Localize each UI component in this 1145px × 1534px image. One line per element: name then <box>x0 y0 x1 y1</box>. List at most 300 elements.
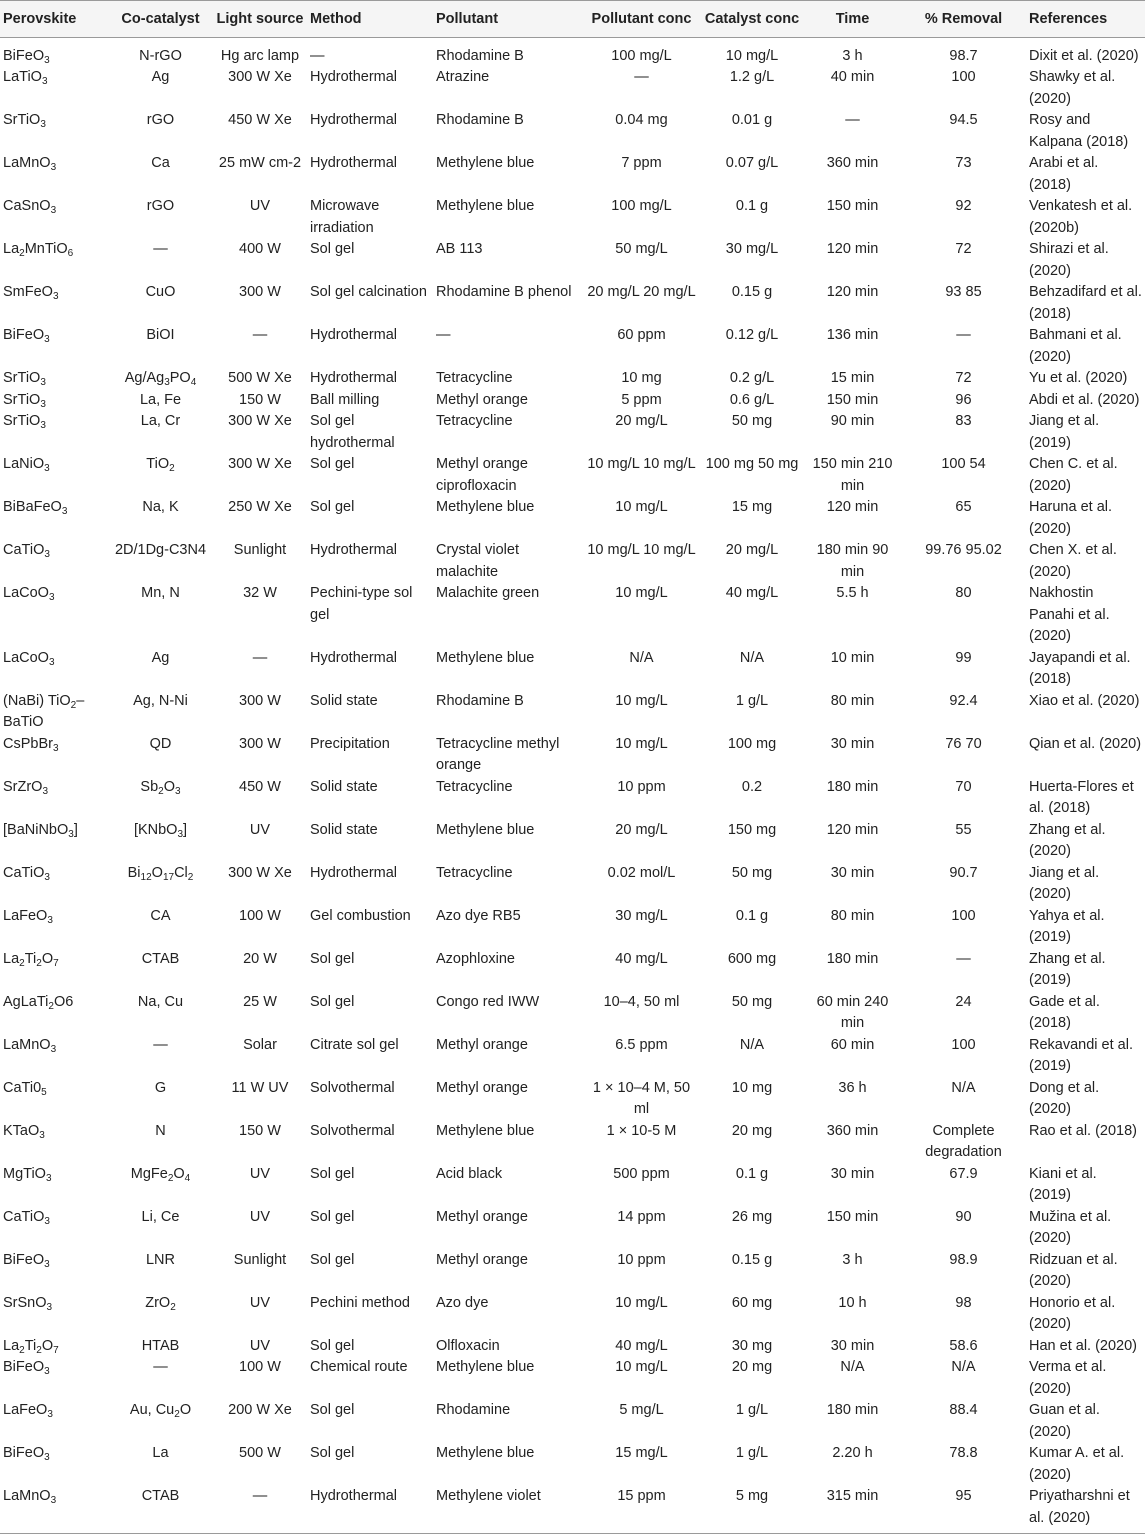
cell-co-catalyst: Ca <box>151 155 170 171</box>
cell-light-source: 450 W Xe <box>228 112 292 128</box>
cell-catalyst-conc: 1 g/L <box>735 1445 769 1461</box>
cell-catalyst-conc: 600 mg <box>727 950 777 967</box>
cell-pollutant: Rhodamine <box>436 1402 511 1418</box>
cell-pollutant-conc: 10 mg/L <box>615 499 668 515</box>
cell-pollutant: Tetracycline <box>436 370 513 386</box>
cell-time: 15 min <box>830 370 875 386</box>
cell-perovskite: $La_2Ti_2O_7$ <box>3 950 59 969</box>
cell-time: 120 min <box>826 821 879 838</box>
cell-light-source: — <box>252 649 268 666</box>
cell-percent-removal: 72 <box>955 241 972 257</box>
cell-light-source: 150 W <box>239 1122 281 1139</box>
cell-pollutant-conc: 30 mg/L <box>615 907 668 924</box>
cell-light-source: 11 W UV <box>231 1079 289 1096</box>
cell-pollutant: Methylene blue <box>436 1122 535 1139</box>
cell-pollutant-conc: 50 mg/L <box>615 241 668 257</box>
cell-pollutant: Azo dye RB5 <box>436 907 521 924</box>
cell-time: 120 min <box>826 499 879 515</box>
cell-pollutant-conc: 40 mg/L <box>615 1337 668 1354</box>
cell-pollutant-conc: 10 mg/L <box>615 585 668 601</box>
cell-perovskite: MgTiO$_3$ <box>3 1165 52 1184</box>
cell-pollutant-conc: 10 mg/L <box>615 692 668 709</box>
table-row <box>0 454 1145 497</box>
cell-time: 136 min <box>826 327 879 343</box>
cell-light-source: UV <box>249 198 271 214</box>
cell-co-catalyst: $MgFe_2O_4$ <box>130 1165 191 1184</box>
header-perovskite: Perovskite <box>0 1 108 38</box>
cell-pollutant-conc: 10–4, 50 ml <box>603 993 680 1010</box>
header-percent-removal: % Removal <box>901 1 1026 38</box>
cell-method: Sol gel <box>310 993 355 1010</box>
cell-pollutant-conc: 10 mg <box>621 370 662 386</box>
header-pollutant: Pollutant <box>433 1 583 38</box>
cell-catalyst-conc: 30 mg/L <box>725 241 779 257</box>
cell-co-catalyst: 2D/1Dg-C3N4 <box>114 542 207 558</box>
cell-co-catalyst: LNR <box>145 1251 175 1268</box>
cell-time: 120 min <box>826 241 879 257</box>
cell-light-source: 450 W <box>239 778 281 795</box>
cell-pollutant-conc: N/A <box>629 649 654 666</box>
cell-light-source: UV <box>249 1208 271 1225</box>
cell-time: 150 min <box>826 1208 879 1225</box>
cell-time: N/A <box>840 1359 865 1375</box>
cell-catalyst-conc: 15 mg <box>731 499 773 515</box>
cell-time: 30 min <box>830 1337 875 1354</box>
cell-pollutant-conc: 10 ppm <box>617 778 666 795</box>
cell-references: Honorio et al. (2020) <box>1029 1294 1116 1332</box>
cell-co-catalyst: Au, $Cu_2O$ <box>129 1402 192 1420</box>
cell-method: Sol gel calcination <box>310 284 427 300</box>
cell-time: 360 min <box>826 155 879 171</box>
cell-method: Hydrothermal <box>310 327 398 343</box>
cell-light-source: 500 W <box>239 1445 281 1461</box>
cell-perovskite: [BaNiNbO$_3$] <box>3 821 78 840</box>
table-row <box>0 368 1145 390</box>
cell-time: 30 min <box>830 735 875 752</box>
cell-time: 2.20 h <box>832 1445 873 1461</box>
cell-perovskite: BiFeO$_3$ <box>3 1359 50 1377</box>
cell-catalyst-conc: 10 mg <box>731 1079 773 1096</box>
table-header <box>0 1 1145 38</box>
cell-time: 180 min <box>826 1402 879 1418</box>
table-row <box>0 1207 1145 1250</box>
cell-references: Haruna et al. (2020) <box>1029 499 1113 537</box>
cell-pollutant: Azophloxine <box>436 950 515 967</box>
cell-light-source: — <box>252 327 268 343</box>
table-row <box>0 110 1145 153</box>
cell-method: Hydrothermal <box>310 864 398 881</box>
cell-references: Shawky et al. (2020) <box>1029 69 1116 107</box>
cell-co-catalyst: Ag <box>151 69 170 85</box>
cell-time: 120 min <box>826 284 879 300</box>
cell-pollutant-conc: 7 ppm <box>621 155 662 171</box>
cell-co-catalyst: Na, K <box>142 499 179 515</box>
cell-light-source: 300 W Xe <box>228 413 292 429</box>
cell-references: Jayapandi et al. (2018) <box>1029 649 1131 687</box>
cell-method: Solid state <box>310 778 378 795</box>
cell-time: 10 min <box>830 649 875 666</box>
cell-references: Rao et al. (2018) <box>1029 1122 1138 1139</box>
cell-method: Sol gel <box>310 1251 355 1268</box>
cell-pollutant: Atrazine <box>436 69 490 85</box>
cell-co-catalyst: — <box>153 1359 168 1375</box>
cell-light-source: UV <box>249 821 271 838</box>
cell-pollutant: Methylene blue <box>436 198 535 214</box>
cell-catalyst-conc: 0.01 g <box>731 112 773 128</box>
cell-perovskite: AgLaTi$_2$O6 <box>3 993 74 1012</box>
cell-perovskite: SrTiO$_3$ <box>3 413 46 431</box>
cell-time: 60 min 240 min <box>816 993 889 1031</box>
cell-perovskite: KTaO$_3$ <box>3 1122 45 1141</box>
cell-references: Priyatharshni et al. (2020) <box>1026 1486 1145 1534</box>
cell-time: 180 min <box>826 950 879 967</box>
table-row <box>0 497 1145 540</box>
cell-percent-removal: 99 <box>955 649 972 666</box>
cell-co-catalyst: — <box>153 1036 168 1053</box>
cell-pollutant-conc: 15 ppm <box>583 1486 700 1534</box>
cell-time: 80 min <box>830 907 875 924</box>
cell-catalyst-conc: 0.6 g/L <box>729 391 775 408</box>
table-row <box>0 777 1145 820</box>
cell-references: Abdi et al. (2020) <box>1029 391 1140 408</box>
cell-co-catalyst: rGO <box>146 198 175 214</box>
cell-perovskite: CaTiO$_3$ <box>3 542 50 560</box>
cell-references: Chen X. et al. (2020) <box>1029 542 1117 580</box>
cell-method: Sol gel <box>310 456 355 472</box>
cell-light-source: 500 W Xe <box>228 370 292 386</box>
cell-co-catalyst: La, Cr <box>140 413 181 429</box>
table-row <box>0 1293 1145 1336</box>
header-row <box>0 1 1145 38</box>
cell-light-source: 300 W Xe <box>228 69 292 85</box>
cell-light-source: — <box>213 1486 307 1534</box>
cell-light-source: 20 W <box>243 950 277 967</box>
cell-percent-removal: 98.7 <box>949 47 978 64</box>
cell-references: Nakhostin Panahi et al. (2020) <box>1029 585 1110 644</box>
cell-method: Sol gel hydrothermal <box>310 413 395 451</box>
cell-percent-removal: 58.6 <box>949 1337 978 1354</box>
cell-references: Zhang et al. (2019) <box>1029 950 1106 988</box>
table-body <box>0 37 1145 1534</box>
cell-method: Chemical route <box>310 1359 408 1375</box>
table-row <box>0 949 1145 992</box>
cell-catalyst-conc: 0.12 g/L <box>725 327 779 343</box>
cell-references: Bahmani et al. (2020) <box>1029 327 1122 365</box>
cell-perovskite: LaFeO$_3$ <box>3 907 53 926</box>
table-row <box>0 1250 1145 1293</box>
cell-pollutant: AB 113 <box>436 241 483 257</box>
header-light-source: Light source <box>213 1 307 38</box>
cell-time: — <box>845 112 860 128</box>
cell-light-source: 100 W <box>239 1359 281 1375</box>
cell-catalyst-conc: N/A <box>739 1036 765 1053</box>
cell-method: Pechini-type sol gel <box>310 585 413 623</box>
cell-perovskite: (NaBi) TiO$_2$–BaTiO <box>3 692 85 730</box>
cell-light-source: 300 W Xe <box>228 864 292 881</box>
cell-time: 30 min <box>830 1165 875 1182</box>
cell-perovskite: LaMnO$_3$ <box>3 155 57 173</box>
cell-perovskite: SrTiO$_3$ <box>3 370 46 388</box>
cell-catalyst-conc: 5 mg <box>700 1486 804 1534</box>
cell-catalyst-conc: 20 mg <box>731 1122 773 1139</box>
cell-catalyst-conc: 40 mg/L <box>725 585 779 601</box>
cell-method: Solid state <box>310 692 378 709</box>
cell-light-source: 200 W Xe <box>228 1402 292 1418</box>
table-row <box>0 1164 1145 1207</box>
cell-catalyst-conc: 1 g/L <box>735 1402 769 1418</box>
cell-pollutant-conc: 6.5 ppm <box>615 1036 668 1053</box>
cell-co-catalyst: Li, Ce <box>141 1208 180 1225</box>
table-row <box>0 906 1145 949</box>
cell-pollutant-conc: 60 ppm <box>617 327 666 343</box>
cell-catalyst-conc: 50 mg <box>731 993 773 1010</box>
cell-method: Hydrothermal <box>310 155 398 171</box>
cell-pollutant-conc: 15 mg/L <box>615 1445 668 1461</box>
cell-method: Sol gel <box>310 499 355 515</box>
table-row <box>0 734 1145 777</box>
table-row <box>0 1121 1145 1164</box>
cell-pollutant-conc: 1 × 10-5 M <box>606 1122 677 1139</box>
cell-percent-removal: 78.8 <box>949 1445 978 1461</box>
cell-method: Pechini method <box>310 1294 410 1311</box>
cell-catalyst-conc: 60 mg <box>731 1294 773 1311</box>
cell-time: 150 min 210 min <box>812 456 893 494</box>
cell-pollutant-conc: 10 mg/L <box>615 735 668 752</box>
cell-references: Arabi et al. (2018) <box>1029 155 1099 193</box>
cell-co-catalyst: La, Fe <box>139 391 182 408</box>
cell-pollutant: Methylene blue <box>436 1359 535 1375</box>
cell-method: Solvothermal <box>310 1122 395 1139</box>
cell-co-catalyst: G <box>154 1079 167 1096</box>
cell-time: 90 min <box>830 413 875 429</box>
header-references: References <box>1026 1 1145 38</box>
cell-time: 150 min <box>826 391 879 408</box>
cell-light-source: 300 W <box>239 692 281 709</box>
cell-catalyst-conc: 0.07 g/L <box>725 155 779 171</box>
cell-time: 5.5 h <box>836 585 869 601</box>
cell-references: Behzadifard et al. (2018) <box>1029 284 1142 322</box>
cell-pollutant: Methylene blue <box>436 155 535 171</box>
cell-percent-removal: 88.4 <box>949 1402 978 1418</box>
cell-percent-removal: 99.76 95.02 <box>925 542 1002 558</box>
cell-percent-removal: 76 70 <box>945 735 982 752</box>
cell-time: 180 min <box>826 778 879 795</box>
cell-time: 60 min <box>830 1036 875 1053</box>
cell-references: Xiao et al. (2020) <box>1029 692 1140 709</box>
cell-percent-removal: 73 <box>955 155 972 171</box>
cell-perovskite: CaTiO$_3$ <box>3 1208 50 1227</box>
cell-co-catalyst: $Sb_2O_3$ <box>140 778 181 797</box>
cell-percent-removal: 100 <box>951 1036 976 1053</box>
table-row <box>0 196 1145 239</box>
cell-pollutant: Methylene blue <box>436 821 535 838</box>
cell-percent-removal: — <box>956 327 971 343</box>
table-row <box>0 37 1145 67</box>
cell-time: 150 min <box>826 198 879 214</box>
cell-method: Citrate sol gel <box>310 1036 399 1053</box>
table-row <box>0 1078 1145 1121</box>
table-row <box>0 67 1145 110</box>
cell-pollutant-conc: 10 ppm <box>617 1251 666 1268</box>
cell-co-catalyst: HTAB <box>141 1337 180 1354</box>
cell-co-catalyst: — <box>153 241 168 257</box>
cell-time: 10 h <box>838 1294 867 1311</box>
cell-co-catalyst: $Ag/Ag_3PO_4$ <box>124 370 197 388</box>
cell-percent-removal: Complete degradation <box>925 1122 1002 1160</box>
cell-perovskite: SrSnO$_3$ <box>3 1294 53 1313</box>
cell-pollutant: Rhodamine B <box>436 47 524 64</box>
cell-catalyst-conc: N/A <box>739 649 765 666</box>
cell-pollutant: Methylene violet <box>433 1486 583 1534</box>
cell-references: Shirazi et al. (2020) <box>1029 241 1109 279</box>
cell-perovskite: LaTiO$_3$ <box>3 69 48 87</box>
cell-references: Dong et al. (2020) <box>1029 1079 1100 1117</box>
cell-method: — <box>310 47 325 64</box>
table-row <box>0 648 1145 691</box>
cell-references: Chen C. et al. (2020) <box>1029 456 1118 494</box>
cell-catalyst-conc: 0.2 g/L <box>729 370 775 386</box>
cell-time: 40 min <box>830 69 875 85</box>
cell-method: Solid state <box>310 821 378 838</box>
cell-percent-removal: 96 <box>955 391 972 408</box>
cell-light-source: UV <box>249 1294 271 1311</box>
cell-pollutant-conc: 100 mg/L <box>611 198 672 214</box>
cell-catalyst-conc: 20 mg <box>731 1359 773 1375</box>
cell-pollutant: Methylene blue <box>436 499 535 515</box>
cell-perovskite: LaCoO$_3$ <box>3 649 55 668</box>
cell-references: Kumar A. et al. (2020) <box>1029 1445 1125 1483</box>
cell-co-catalyst: TiO$_2$ <box>146 456 175 474</box>
cell-time: 36 h <box>838 1079 867 1096</box>
table-row <box>0 1443 1145 1486</box>
cell-percent-removal: N/A <box>951 1359 976 1375</box>
cell-catalyst-conc: 20 mg/L <box>725 542 779 558</box>
cell-catalyst-conc: 1 g/L <box>735 692 769 709</box>
table-row <box>0 390 1145 412</box>
cell-light-source: 300 W Xe <box>228 456 292 472</box>
cell-pollutant: Methylene blue <box>436 1445 535 1461</box>
table-row <box>0 1336 1145 1358</box>
cell-method: Sol gel <box>310 1402 355 1418</box>
cell-light-source: 100 W <box>239 907 281 924</box>
cell-references: Gade et al. (2018) <box>1029 993 1100 1031</box>
cell-perovskite: LaNiO$_3$ <box>3 456 50 474</box>
cell-percent-removal: 72 <box>955 370 972 386</box>
cell-references: Huerta-Flores et al. (2018) <box>1029 778 1134 816</box>
cell-co-catalyst: BiOI <box>146 327 175 343</box>
cell-pollutant-conc: 10 mg/L <box>615 1359 668 1375</box>
cell-pollutant-conc: 10 mg/L <box>615 1294 668 1311</box>
table-row <box>0 411 1145 454</box>
table-row <box>0 691 1145 734</box>
table-row <box>0 282 1145 325</box>
cell-pollutant: Crystal violet malachite <box>436 542 519 580</box>
cell-co-catalyst: $Bi_{12}O_{17}Cl_2$ <box>127 864 194 883</box>
cell-references: Jiang et al. (2019) <box>1029 413 1100 451</box>
cell-time: 30 min <box>830 864 875 881</box>
cell-percent-removal: 90 <box>955 1208 972 1225</box>
cell-light-source: Solar <box>243 1036 277 1053</box>
cell-perovskite: BiFeO$_3$ <box>3 327 50 345</box>
cell-light-source: UV <box>249 1337 271 1354</box>
cell-percent-removal: 95 <box>901 1486 1026 1534</box>
cell-time: 3 h <box>842 47 863 64</box>
cell-method: Hydrothermal <box>310 649 398 666</box>
cell-catalyst-conc: 0.15 g <box>731 284 773 300</box>
cell-pollutant: Tetracycline <box>436 864 513 881</box>
cell-perovskite: BiBaFeO$_3$ <box>3 499 68 517</box>
cell-references: Mužina et al. (2020) <box>1029 1208 1112 1246</box>
cell-light-source: 300 W <box>239 735 281 752</box>
header-catalyst-conc: Catalyst conc <box>700 1 804 38</box>
table-row <box>0 153 1145 196</box>
cell-percent-removal: 100 54 <box>941 456 986 472</box>
cell-catalyst-conc: 30 mg <box>731 1337 773 1354</box>
cell-pollutant-conc: 1 × 10–4 M, 50 ml <box>592 1079 691 1117</box>
cell-co-catalyst: Mn, N <box>141 585 180 601</box>
cell-perovskite: LaMnO$_3$ <box>3 1036 57 1055</box>
cell-method: Hydrothermal <box>310 370 398 386</box>
cell-method: Microwave irradiation <box>310 198 380 236</box>
cell-co-catalyst: Na, Cu <box>137 993 184 1010</box>
cell-catalyst-conc: 1.2 g/L <box>729 69 775 85</box>
cell-method: Sol gel <box>310 1445 355 1461</box>
cell-catalyst-conc: 50 mg <box>731 864 773 881</box>
cell-co-catalyst: QD <box>149 735 172 752</box>
cell-pollutant-conc: 0.02 mol/L <box>607 864 676 881</box>
cell-percent-removal: 70 <box>955 778 972 795</box>
cell-percent-removal: 94.5 <box>949 112 978 128</box>
cell-pollutant: Methyl orange <box>436 1036 528 1053</box>
cell-perovskite: CsPbBr$_3$ <box>3 735 59 754</box>
cell-percent-removal: 92.4 <box>949 692 978 709</box>
cell-method: Ball milling <box>310 391 380 408</box>
cell-perovskite: CaTiO$_3$ <box>3 864 50 883</box>
cell-light-source: 25 mW cm-2 <box>218 155 302 171</box>
cell-perovskite: $La_2MnTiO_6$ <box>3 241 74 259</box>
cell-light-source: 32 W <box>243 585 277 601</box>
cell-percent-removal: 83 <box>955 413 972 429</box>
cell-pollutant: Congo red IWW <box>436 993 540 1010</box>
cell-pollutant-conc: 5 ppm <box>621 391 662 408</box>
cell-perovskite: SmFeO$_3$ <box>3 284 59 302</box>
cell-method: Sol gel <box>310 241 355 257</box>
cell-pollutant: Olfloxacin <box>436 1337 500 1354</box>
cell-pollutant: Methyl orange <box>436 1251 528 1268</box>
cell-method: Sol gel <box>310 1337 355 1354</box>
cell-percent-removal: 55 <box>955 821 972 838</box>
table-row <box>0 863 1145 906</box>
table-row <box>0 1035 1145 1078</box>
cell-co-catalyst: [KNbO$_3$] <box>133 821 188 840</box>
cell-co-catalyst: N-rGO <box>139 47 182 64</box>
cell-catalyst-conc: 26 mg <box>731 1208 773 1225</box>
cell-pollutant: Tetracycline <box>436 778 513 795</box>
cell-light-source: 300 W <box>239 284 281 300</box>
cell-references: Dixit et al. (2020) <box>1029 47 1139 64</box>
cell-co-catalyst: ZrO$_2$ <box>145 1294 176 1313</box>
cell-pollutant: Methyl orange <box>436 391 528 408</box>
cell-perovskite: SrZrO$_3$ <box>3 778 49 797</box>
cell-references: Zhang et al. (2020) <box>1029 821 1106 859</box>
cell-perovskite: $La_2Ti_2O_7$ <box>3 1337 59 1356</box>
cell-light-source: Sunlight <box>233 1251 287 1268</box>
cell-method: Solvothermal <box>310 1079 395 1096</box>
table-row <box>0 820 1145 863</box>
cell-method: Sol gel <box>310 950 355 967</box>
header-pollutant-conc: Pollutant conc <box>583 1 700 38</box>
table-row <box>0 325 1145 368</box>
